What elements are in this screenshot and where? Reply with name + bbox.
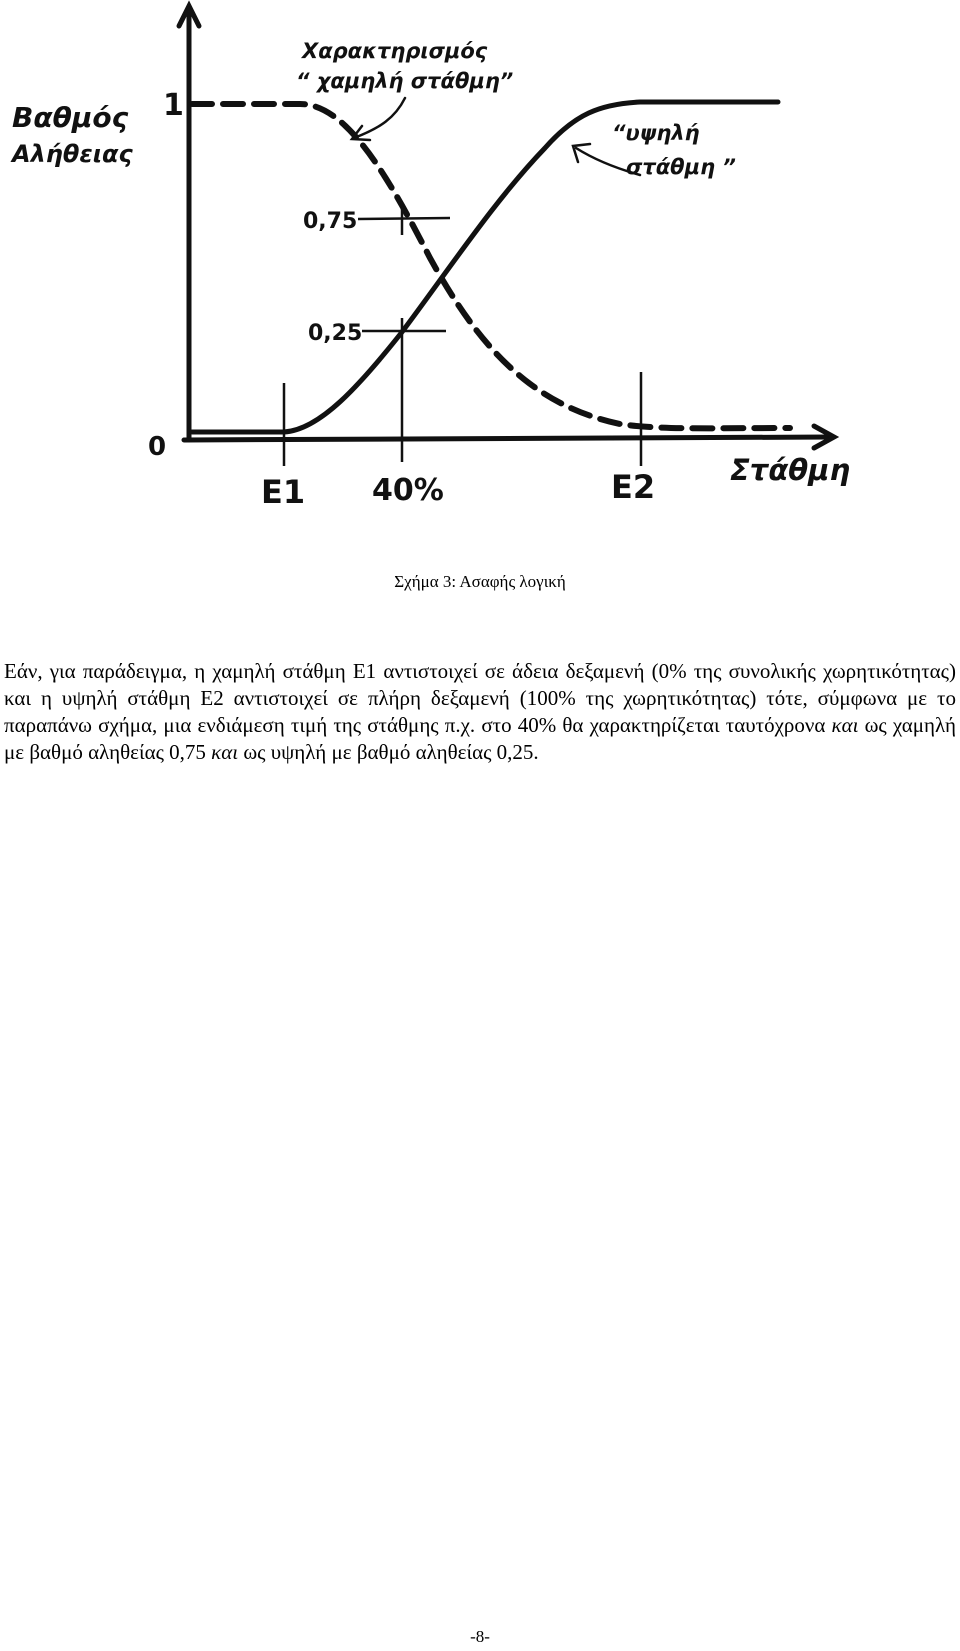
x-axis-label: Στάθμη (730, 453, 851, 487)
figure-caption: Σχήμα 3: Ασαφής λογική (394, 572, 566, 591)
body-paragraph (4, 658, 956, 766)
x-tick-e1: E1 (261, 473, 306, 511)
series-high-level-curve (192, 102, 778, 432)
paragraph-text-2: ως χαμηλή με βαθμό αληθείας 0,75 (4, 713, 956, 764)
low-annotation-arrow (354, 98, 405, 138)
high-annotation-line2: στάθμη ” (626, 155, 736, 179)
low-annotation-line1: Χαρακτηρισμός (302, 39, 488, 63)
fuzzy-logic-figure (0, 0, 960, 520)
paragraph-text-3: ως υψηλή με βαθμό αληθείας 0,25. (238, 740, 539, 764)
x-axis (184, 437, 830, 440)
high-annotation-arrowhead (573, 144, 590, 162)
y-axis-label-line2: Αλήθειας (12, 140, 133, 168)
high-annotation-line1: “υψηλή (612, 121, 700, 145)
x-tick-e2: E2 (611, 468, 656, 506)
paragraph-text-1: Εάν, για παράδειγμα, η χαμηλή στάθμη Ε1 αντιστοιχεί σε άδεια δεξαμενή (0% της συνολικής χωρητικότητας) και η υψηλή στάθμη Ε2 αντιστοιχεί σε πλήρη δεξαμενή (100% της χωρητικότητας) τότε, σύμφωνα με το παραπάνω σχήμα, μια ενδιάμεση τιμή της στάθμης π.χ. στο 40% θα χαρακτηρίζεται ταυτόχρονα (4, 659, 956, 737)
x-tick-40: 40% (372, 473, 444, 508)
mark-075-line (358, 218, 450, 219)
y-tick-1: 1 (163, 88, 184, 123)
paragraph-emphasis-2: και (211, 740, 239, 764)
mark-025-label: 0,25 (308, 321, 363, 346)
low-annotation-line2: “ χαμηλή στάθμη” (296, 69, 514, 93)
y-axis-label-line1: Βαθμός (12, 101, 129, 134)
paragraph-emphasis-1: και (831, 713, 859, 737)
y-tick-0: 0 (148, 432, 167, 462)
mark-075-label: 0,75 (303, 209, 358, 234)
series-low-level-curve (192, 104, 790, 428)
page-number: -8- (470, 1627, 490, 1646)
